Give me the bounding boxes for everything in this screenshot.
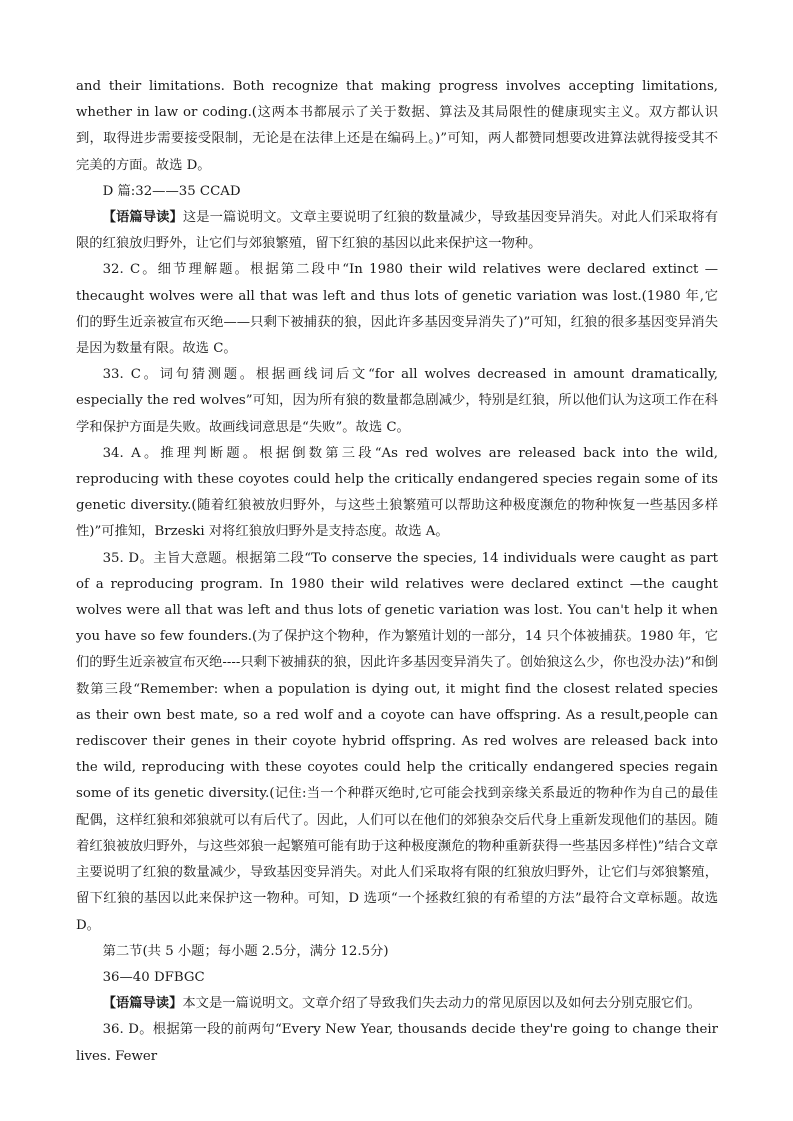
explanation-36: 36. D。根据第一段的前两句“Every New Year, thousands decide they're going to change their lives. Fewer (76, 1022, 718, 1064)
guide-text: 这是一篇说明文。文章主要说明了红狼的数量减少，导致基因变异消失。对此人们采取将有限的红狼放归野外，让它们与郊狼繁殖，留下红狼的基因以此来保护这一物种。 (76, 210, 718, 252)
guide-text: 本文是一篇说明文。文章介绍了导致我们失去动力的常见原因以及如何去分别克服它们。 (182, 996, 701, 1012)
passage-guide-d (76, 205, 718, 257)
document-page (76, 74, 718, 1070)
paragraph-continuation: and their limitations. Both recognize that making progress involves accepting limitations, whether in law or coding.(这两本书都展示了关于数据、算法及其局限性的健康现实主义。双方都认识到，取得进步需要接受限制，无论是在法律上还是在编码上。)”可知，两人都赞同想要改进算法就得接受其不完美的方面。故选 D。 (76, 79, 718, 173)
explanation-33: 33. C。词句猜测题。根据画线词后文“for all wolves decreased in amount dramatically, especially the red wolves”可知，因为所有狼的数量都急剧减少，特别是红狼，所以他们认为这项工作在科学和保护方面是失败。故画线词意思是“失败”。故选 C。 (76, 367, 718, 435)
answer-key-d: D 篇:32——35 CCAD (102, 183, 241, 199)
guide-heading: 【语篇导读】 (102, 210, 183, 226)
answer-key-36-40: 36—40 DFBGC (102, 969, 205, 985)
guide-heading: 【语篇导读】 (102, 996, 183, 1012)
explanation-32: 32. C。细节理解题。根据第二段中“In 1980 their wild relatives were declared extinct — thecaught wolves were all that was left and thus lots of genetic variation was lost.(1980 年,它们的野生近亲被宣布灭绝——只剩下被捕获的狼，因此许多基因变异消失了)”可知，红狼的很多基因变异消失是因为数量有限。故选 C。 (76, 262, 718, 357)
explanation-34: 34. A。推理判断题。根据倒数第三段“As red wolves are released back into the wild, reproducing with these coyotes could help the critically endangered species regain some of its genetic diversity.(随着红狼被放归野外，与这些土狼繁殖可以帮助这种极度濒危的物种恢复一些基因多样性)”可推知，Brzeski 对将红狼放归野外是支持态度。故选 A。 (76, 445, 718, 540)
explanation-35: 35. D。主旨大意题。根据第二段“To conserve the species, 14 individuals were caught as part of a reproducing program. In 1980 their wild relatives were declared extinct —the caught wolves were all that was left and thus lots of genetic variation was lost. You can't help it when you have so few founders.(为了保护这个物种，作为繁殖计划的一部分，14 只个体被捕获。1980 年，它们的野生近亲被宣布灭绝----只剩下被捕获的狼，因此许多基因变异消失了。创始狼这么少，你也没办法)”和倒数第三段“Remember: when a population is dying out, it might find the closest related species as their own best mate, so a red wolf and a coyote can have offspring. As a result,people can rediscover their genes in their coyote hybrid offspring. As red wolves are released back into the wild, reproducing with these coyotes could help the critically endangered species regain some of its genetic diversity.(记住:当一个种群灭绝时,它可能会找到亲缘关系最近的物种作为自己的最佳配偶，这样红狼和郊狼就可以有后代了。因此，人们可以在他们的郊狼杂交后代身上重新发现他们的基因。随着红狼被放归野外，与这些郊狼一起繁殖可能有助于这种极度濒危的物种重新获得一些基因多样性)”结合文章主要说明了红狼的数量减少，导致基因变异消失。对此人们采取将有限的红狼放归野外，让它们与郊狼繁殖，留下红狼的基因以此来保护这一物种。可知，D 选项“一个拯救红狼的有希望的方法”最符合文章标题。故选 D。 (76, 550, 718, 933)
passage-guide-section2 (76, 991, 718, 1017)
section-two-heading: 第二节(共 5 小题；每小题 2.5分，满分 12.5分) (102, 943, 389, 959)
